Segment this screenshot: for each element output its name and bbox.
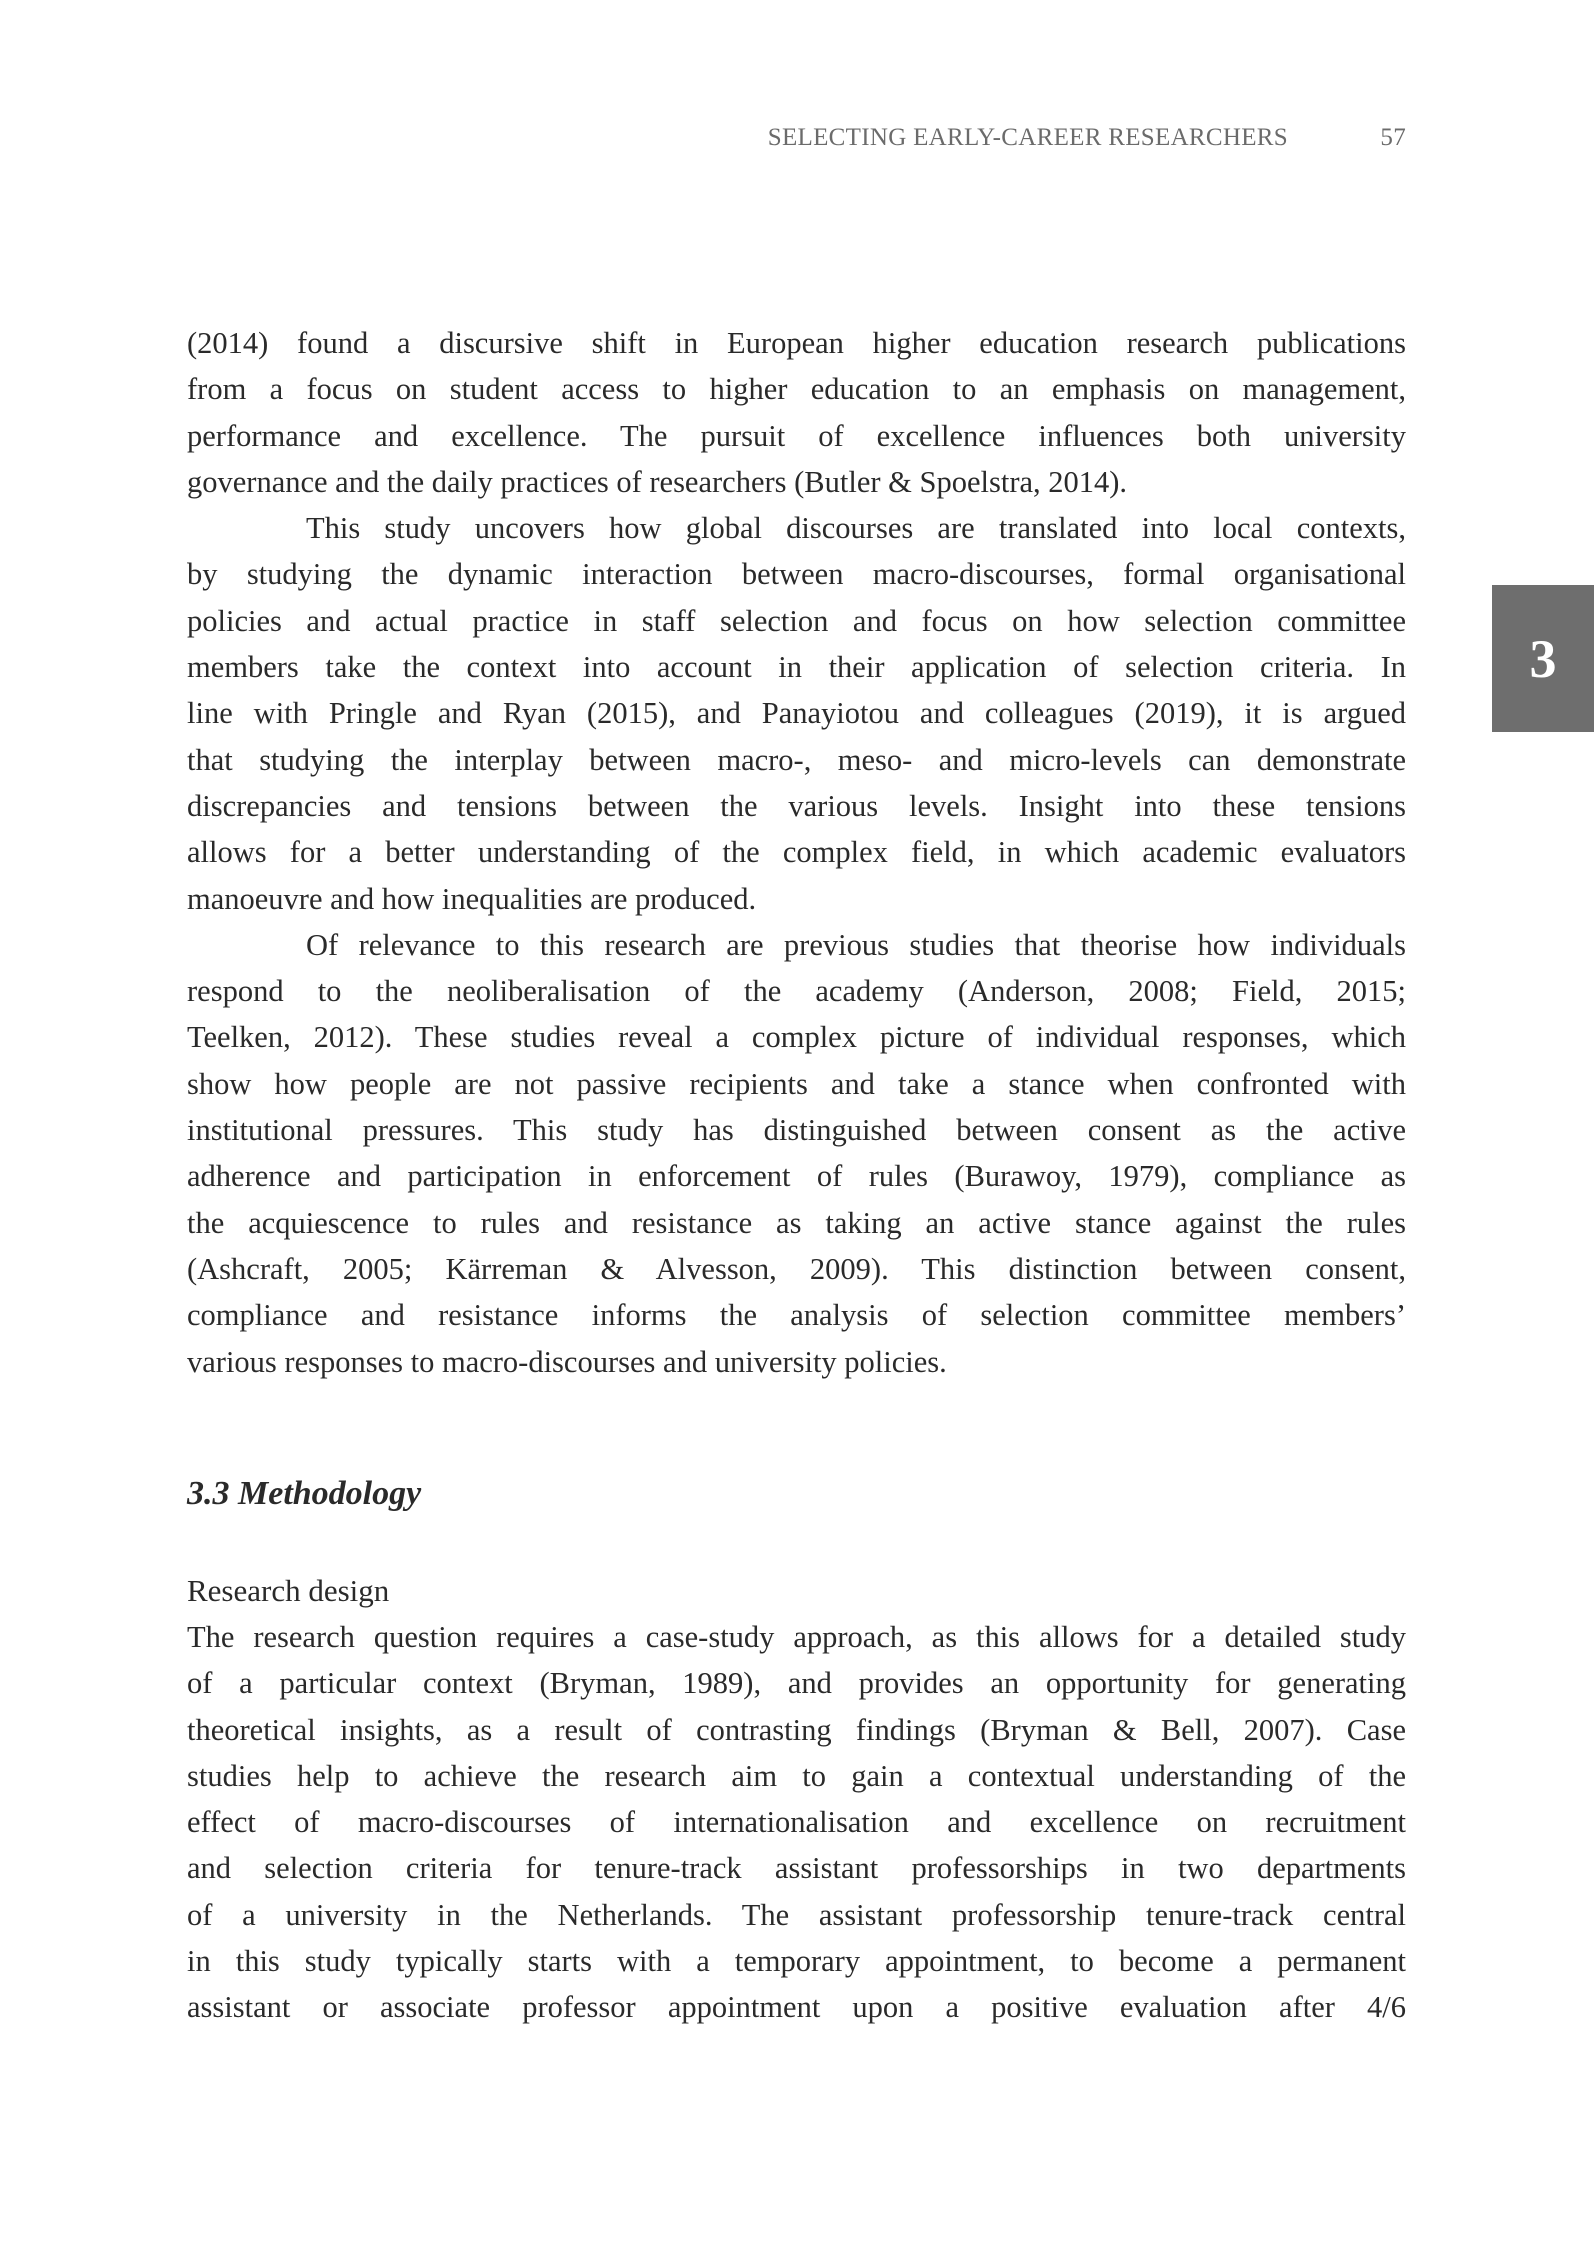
subheading: Research design (187, 1573, 390, 1608)
text-line: and selection criteria for tenure-track assistant professorships in two departments (187, 1851, 1406, 1886)
text-line: discrepancies and tensions between the various levels. Insight into these tensions (187, 788, 1406, 823)
page-number: 57 (1380, 124, 1406, 151)
text-line: policies and actual practice in staff selection and focus on how selection committee (187, 603, 1406, 638)
text-line: Of relevance to this research are previous studies that theorise how individuals (306, 927, 1406, 962)
body-text-intro (187, 320, 1406, 1385)
text-line: The research question requires a case-study approach, as this allows for a detailed study (187, 1620, 1406, 1654)
text-line: the acquiescence to rules and resistance as taking an active stance against the rules (187, 1205, 1406, 1240)
text-line: from a focus on student access to higher education to an emphasis on management, (187, 372, 1406, 407)
text-line: various responses to macro-discourses and university policies. (187, 1344, 947, 1379)
text-line: respond to the neoliberalisation of the academy (Anderson, 2008; Field, 2015; (187, 974, 1406, 1009)
text-line: assistant or associate professor appointment upon a positive evaluation after 4/6 (187, 1990, 1406, 2025)
text-line: effect of macro-discourses of internationalisation and excellence on recruitment (187, 1805, 1406, 1840)
text-line: theoretical insights, as a result of contrasting findings (Bryman & Bell, 2007). Case (187, 1712, 1406, 1747)
text-line: allows for a better understanding of the complex field, in which academic evaluators (187, 835, 1406, 870)
running-head: SELECTING EARLY-CAREER RESEARCHERS (767, 124, 1288, 151)
text-line: of a particular context (Bryman, 1989), and provides an opportunity for generating (187, 1666, 1406, 1701)
text-line: (2014) found a discursive shift in European higher education research publications (187, 326, 1406, 360)
text-line: compliance and resistance informs the analysis of selection committee members’ (187, 1298, 1406, 1333)
text-line: members take the context into account in their application of selection criteria. In (187, 650, 1406, 685)
text-line: show how people are not passive recipients and take a stance when confronted with (187, 1066, 1406, 1101)
text-line: in this study typically starts with a temporary appointment, to become a permanent (187, 1944, 1406, 1979)
text-line: that studying the interplay between macro-, meso- and micro-levels can demonstrate (187, 742, 1406, 777)
text-line: studies help to achieve the research aim to gain a contextual understanding of the (187, 1758, 1406, 1793)
text-line: (Ashcraft, 2005; Kärreman & Alvesson, 2009). This distinction between consent, (187, 1251, 1406, 1286)
text-line: This study uncovers how global discourses are translated into local contexts, (306, 511, 1406, 546)
text-line: governance and the daily practices of researchers (Butler & Spoelstra, 2014). (187, 464, 1128, 499)
text-line: line with Pringle and Ryan (2015), and Panayiotou and colleagues (2019), it is argued (187, 696, 1406, 731)
text-line: Teelken, 2012). These studies reveal a complex picture of individual responses, which (187, 1020, 1406, 1055)
text-line: performance and excellence. The pursuit of excellence influences both university (187, 418, 1406, 453)
text-line: institutional pressures. This study has distinguished between consent as the active (187, 1113, 1406, 1148)
chapter-tab: 3 (1492, 585, 1594, 732)
body-text-research-design (187, 1614, 1406, 2031)
text-line: adherence and participation in enforcement of rules (Burawoy, 1979), compliance as (187, 1159, 1406, 1194)
text-line: by studying the dynamic interaction between macro-discourses, formal organisational (187, 557, 1406, 592)
section-heading: 3.3 Methodology (187, 1475, 422, 1512)
text-line: manoeuvre and how inequalities are produced. (187, 881, 757, 916)
text-line: of a university in the Netherlands. The assistant professorship tenure-track central (187, 1897, 1406, 1932)
